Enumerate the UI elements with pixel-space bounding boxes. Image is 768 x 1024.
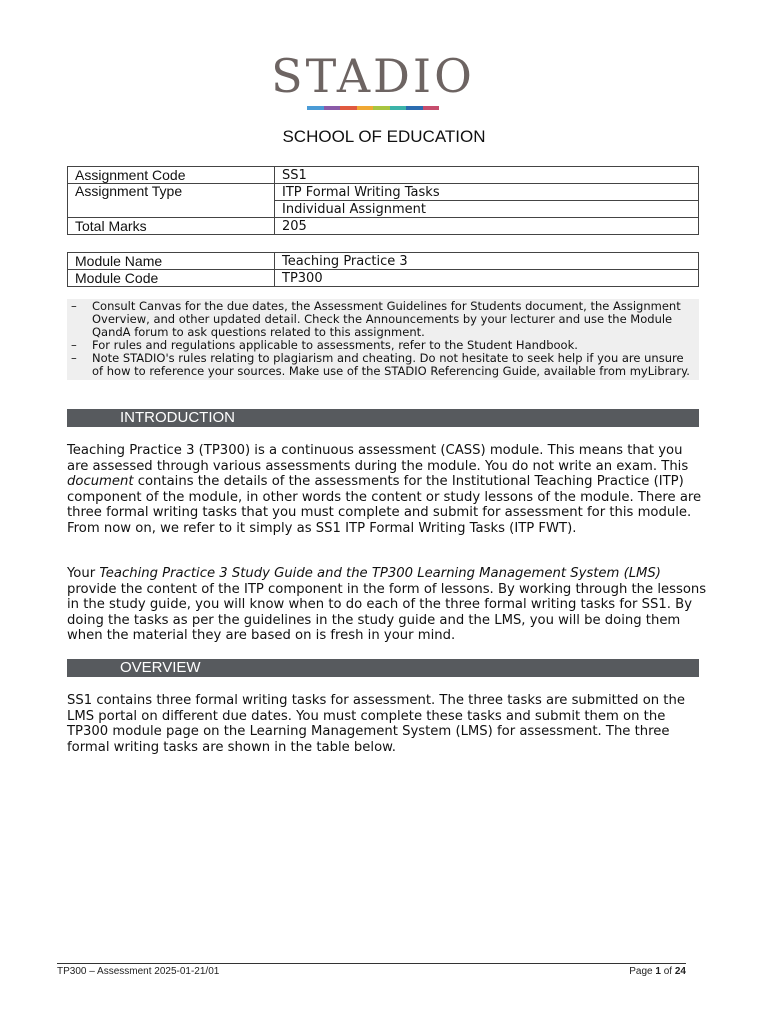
text-run: Your xyxy=(67,566,100,581)
overview-heading-text: OVERVIEW xyxy=(120,659,201,676)
school-title: SCHOOL OF EDUCATION xyxy=(282,127,486,146)
dash-bullet: – xyxy=(71,351,77,365)
logo-bar-segment xyxy=(406,106,423,110)
assignment-type-value-2: Individual Assignment xyxy=(275,201,699,218)
assignment-code-value: SS1 xyxy=(275,167,699,184)
table-row xyxy=(68,253,699,270)
introduction-paragraph-1 xyxy=(67,443,707,536)
dash-bullet: – xyxy=(71,299,77,313)
module-name-value: Teaching Practice 3 xyxy=(275,253,699,270)
footer-divider xyxy=(57,963,686,964)
stadio-logo xyxy=(258,50,488,110)
logo-bar-segment xyxy=(390,106,407,110)
page-of: of xyxy=(660,966,675,977)
module-code-value: TP300 xyxy=(275,270,699,287)
module-info-table xyxy=(67,252,699,287)
total-marks-label: Total Marks xyxy=(68,218,275,235)
logo-bar-segment xyxy=(373,106,390,110)
logo-bar-segment xyxy=(423,106,440,110)
introduction-paragraph-2 xyxy=(67,566,707,644)
page-current: 1 xyxy=(655,966,661,977)
footer-document-id: TP300 – Assessment 2025-01-21/01 xyxy=(57,966,220,977)
module-name-label: Module Name xyxy=(68,253,275,270)
module-code-label: Module Code xyxy=(68,270,275,287)
logo-bar-segment xyxy=(324,106,341,110)
logo-bar-segment xyxy=(307,106,324,110)
page-prefix: Page xyxy=(629,966,656,977)
assignment-info-table xyxy=(67,166,699,235)
logo-bar-segment xyxy=(340,106,357,110)
table-row xyxy=(68,218,699,235)
note-text: Consult Canvas for the due dates, the Assessment Guidelines for Students document, the Assignment Overview, and other updated detail. Check the Announcements by your lecturer and use the Module QandA forum to ask questions related to this assignment. xyxy=(92,299,681,339)
text-run: contains the details of the assessments for the Institutional Teaching Practice (ITP) component of the module, in other words the content or study lessons of the module. There are three formal writing tasks that you must complete and submit for assessment for this module. From now on, we refer to it simply as SS1 ITP Formal Writing Tasks (ITP FWT). xyxy=(67,474,702,536)
assignment-type-value-1: ITP Formal Writing Tasks xyxy=(275,184,699,201)
logo-bar-segment xyxy=(357,106,374,110)
list-item xyxy=(67,300,699,339)
overview-heading xyxy=(67,659,699,677)
table-row xyxy=(68,184,699,201)
overview-paragraph: SS1 contains three formal writing tasks for assessment. The three tasks are submitted on the LMS portal on different due dates. You must complete these tasks and submit them on the TP300 module page on the Learning Management System (LMS) for assessment. The three formal writing tasks are shown in the table below. xyxy=(67,693,685,755)
note-text: For rules and regulations applicable to assessments, refer to the Student Handbook. xyxy=(92,338,578,352)
page-total: 24 xyxy=(674,966,686,977)
introduction-heading-text: INTRODUCTION xyxy=(120,409,235,426)
dash-bullet: – xyxy=(71,338,77,352)
note-text: Note STADIO's rules relating to plagiarism and cheating. Do not hesitate to seek help if you are unsure of how to reference your sources. Make use of the STADIO Referencing Guide, available from myLibrary. xyxy=(92,351,690,378)
instructions-box xyxy=(67,299,699,380)
assignment-code-label: Assignment Code xyxy=(68,167,275,184)
introduction-heading xyxy=(67,409,699,427)
emphasis-text: document xyxy=(67,474,134,489)
emphasis-text: Teaching Practice 3 Study Guide and the TP300 Learning Management System (LMS) xyxy=(99,566,661,581)
assignment-type-label: Assignment Type xyxy=(68,184,275,218)
footer-page-number xyxy=(629,966,686,977)
table-row xyxy=(68,270,699,287)
total-marks-value: 205 xyxy=(275,218,699,235)
list-item xyxy=(67,352,699,378)
text-run: provide the content of the ITP component in the form of lessons. By working through the lessons in the study guide, you will know when to do each of the three formal writing tasks for SS1. By doing the tasks as per the guidelines in the study guide and the LMS, you will be doing them when the material they are based on is fresh in your mind. xyxy=(67,581,707,643)
logo-color-bar xyxy=(307,106,439,110)
table-row xyxy=(68,167,699,184)
text-run: Teaching Practice 3 (TP300) is a continuous assessment (CASS) module. This means that you are assessed through various assessments during the module. You do not write an exam. This xyxy=(67,443,689,474)
logo-text: STADIO xyxy=(271,49,475,103)
